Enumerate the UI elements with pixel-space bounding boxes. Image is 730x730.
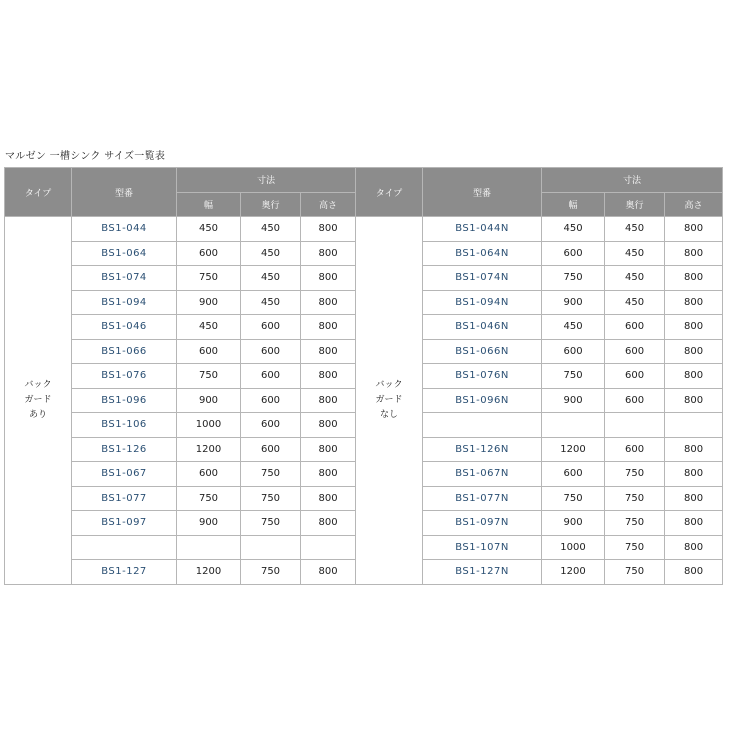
- model-cell: BS1-127: [72, 560, 177, 585]
- height-cell: 800: [301, 413, 356, 438]
- header-row-1: [5, 168, 723, 193]
- height-cell: 800: [665, 437, 723, 462]
- height-cell: 800: [301, 462, 356, 487]
- width-cell: [542, 413, 605, 438]
- height-cell: 800: [665, 511, 723, 536]
- type-header: タイプ: [5, 168, 72, 217]
- width-cell: 750: [542, 364, 605, 389]
- height-cell: 800: [301, 315, 356, 340]
- table-body: [5, 217, 723, 585]
- height-cell: 800: [665, 339, 723, 364]
- model-header: 型番: [423, 168, 542, 217]
- height-cell: 800: [665, 217, 723, 242]
- width-cell: 1200: [542, 437, 605, 462]
- type-label-line: なし: [380, 409, 399, 420]
- height-cell: 800: [301, 486, 356, 511]
- width-cell: 750: [542, 486, 605, 511]
- model-cell: [72, 535, 177, 560]
- table-row: [5, 217, 723, 242]
- height-cell: 800: [301, 511, 356, 536]
- depth-cell: 750: [241, 511, 301, 536]
- dimensions-header: 寸法: [542, 168, 723, 193]
- height-cell: 800: [301, 217, 356, 242]
- depth-cell: 750: [241, 486, 301, 511]
- model-cell: BS1-097N: [423, 511, 542, 536]
- width-cell: 900: [542, 290, 605, 315]
- width-cell: 900: [177, 511, 241, 536]
- type-label-line: ガード: [375, 394, 403, 405]
- depth-cell: 750: [241, 560, 301, 585]
- height-cell: [665, 413, 723, 438]
- width-cell: 450: [177, 217, 241, 242]
- depth-cell: 600: [605, 315, 665, 340]
- depth-cell: 450: [241, 266, 301, 291]
- depth-cell: 750: [605, 511, 665, 536]
- type-header: タイプ: [356, 168, 423, 217]
- width-cell: 750: [542, 266, 605, 291]
- width-cell: 1000: [542, 535, 605, 560]
- height-cell: 800: [665, 364, 723, 389]
- type-label-line: バック: [375, 379, 403, 390]
- width-cell: 600: [542, 462, 605, 487]
- width-cell: 1200: [542, 560, 605, 585]
- width-cell: [177, 535, 241, 560]
- depth-cell: 600: [605, 437, 665, 462]
- height-cell: 800: [301, 437, 356, 462]
- model-cell: BS1-077N: [423, 486, 542, 511]
- width-cell: 1200: [177, 560, 241, 585]
- height-cell: 800: [665, 315, 723, 340]
- width-cell: 450: [177, 315, 241, 340]
- height-cell: 800: [301, 364, 356, 389]
- depth-cell: 450: [605, 290, 665, 315]
- depth-cell: [605, 413, 665, 438]
- width-cell: 600: [542, 241, 605, 266]
- model-cell: BS1-064: [72, 241, 177, 266]
- depth-cell: 750: [605, 535, 665, 560]
- depth-cell: 450: [241, 217, 301, 242]
- width-cell: 750: [177, 364, 241, 389]
- height-cell: 800: [301, 339, 356, 364]
- model-cell: BS1-066: [72, 339, 177, 364]
- depth-cell: 450: [241, 241, 301, 266]
- width-cell: 450: [542, 217, 605, 242]
- width-cell: 1000: [177, 413, 241, 438]
- width-cell: 750: [177, 266, 241, 291]
- depth-cell: 600: [241, 364, 301, 389]
- type-label-line: あり: [28, 409, 47, 420]
- height-cell: 800: [665, 560, 723, 585]
- width-cell: 900: [542, 388, 605, 413]
- model-cell: BS1-044: [72, 217, 177, 242]
- width-header: 幅: [542, 192, 605, 217]
- height-cell: [301, 535, 356, 560]
- height-cell: 800: [301, 266, 356, 291]
- height-header: 高さ: [665, 192, 723, 217]
- height-header: 高さ: [301, 192, 356, 217]
- depth-cell: 750: [241, 462, 301, 487]
- type-cell: [356, 217, 423, 585]
- width-cell: 900: [177, 388, 241, 413]
- model-cell: BS1-074N: [423, 266, 542, 291]
- width-cell: 450: [542, 315, 605, 340]
- width-cell: 600: [542, 339, 605, 364]
- height-cell: 800: [665, 266, 723, 291]
- type-label-line: バック: [24, 379, 52, 390]
- type-label-line: ガード: [24, 394, 52, 405]
- height-cell: 800: [665, 535, 723, 560]
- model-cell: BS1-044N: [423, 217, 542, 242]
- depth-header: 奥行: [241, 192, 301, 217]
- height-cell: 800: [665, 290, 723, 315]
- model-cell: BS1-106: [72, 413, 177, 438]
- type-cell: [5, 217, 72, 585]
- model-cell: BS1-076N: [423, 364, 542, 389]
- depth-cell: 600: [605, 388, 665, 413]
- depth-cell: 600: [241, 413, 301, 438]
- model-cell: BS1-046: [72, 315, 177, 340]
- width-cell: 600: [177, 241, 241, 266]
- width-cell: 1200: [177, 437, 241, 462]
- height-cell: 800: [301, 290, 356, 315]
- height-cell: 800: [665, 241, 723, 266]
- depth-cell: 600: [241, 437, 301, 462]
- depth-cell: 600: [241, 388, 301, 413]
- height-cell: 800: [301, 241, 356, 266]
- depth-cell: 600: [241, 315, 301, 340]
- depth-cell: 750: [605, 486, 665, 511]
- depth-cell: [241, 535, 301, 560]
- width-header: 幅: [177, 192, 241, 217]
- model-header: 型番: [72, 168, 177, 217]
- width-cell: 600: [177, 339, 241, 364]
- depth-cell: 600: [605, 364, 665, 389]
- model-cell: BS1-094N: [423, 290, 542, 315]
- depth-cell: 450: [241, 290, 301, 315]
- model-cell: BS1-077: [72, 486, 177, 511]
- model-cell: BS1-126: [72, 437, 177, 462]
- height-cell: 800: [665, 462, 723, 487]
- model-cell: BS1-126N: [423, 437, 542, 462]
- depth-cell: 450: [605, 241, 665, 266]
- model-cell: [423, 413, 542, 438]
- model-cell: BS1-096: [72, 388, 177, 413]
- model-cell: BS1-064N: [423, 241, 542, 266]
- depth-cell: 750: [605, 462, 665, 487]
- depth-cell: 450: [605, 266, 665, 291]
- dimensions-header: 寸法: [177, 168, 356, 193]
- model-cell: BS1-066N: [423, 339, 542, 364]
- page-title: マルゼン 一槽シンク サイズ一覧表: [5, 151, 166, 162]
- height-cell: 800: [665, 486, 723, 511]
- model-cell: BS1-127N: [423, 560, 542, 585]
- depth-cell: 750: [605, 560, 665, 585]
- model-cell: BS1-096N: [423, 388, 542, 413]
- width-cell: 900: [177, 290, 241, 315]
- depth-header: 奥行: [605, 192, 665, 217]
- model-cell: BS1-067: [72, 462, 177, 487]
- depth-cell: 450: [605, 217, 665, 242]
- model-cell: BS1-074: [72, 266, 177, 291]
- model-cell: BS1-107N: [423, 535, 542, 560]
- model-cell: BS1-067N: [423, 462, 542, 487]
- model-cell: BS1-076: [72, 364, 177, 389]
- depth-cell: 600: [605, 339, 665, 364]
- width-cell: 900: [542, 511, 605, 536]
- size-table: [4, 167, 723, 585]
- model-cell: BS1-046N: [423, 315, 542, 340]
- width-cell: 600: [177, 462, 241, 487]
- model-cell: BS1-097: [72, 511, 177, 536]
- width-cell: 750: [177, 486, 241, 511]
- depth-cell: 600: [241, 339, 301, 364]
- model-cell: BS1-094: [72, 290, 177, 315]
- height-cell: 800: [301, 388, 356, 413]
- height-cell: 800: [301, 560, 356, 585]
- height-cell: 800: [665, 388, 723, 413]
